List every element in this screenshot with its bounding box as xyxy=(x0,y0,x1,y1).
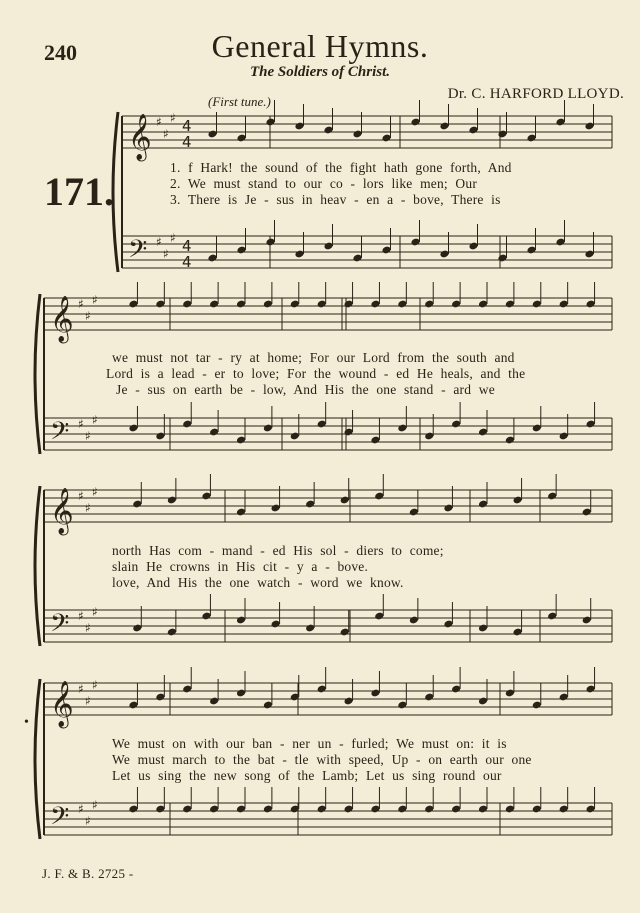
hymn-subtitle: The Soldiers of Christ. xyxy=(249,64,391,80)
system-1-treble-clef-icon: 𝄞 xyxy=(128,114,152,160)
system-2-bass-clef-icon: 𝄢 xyxy=(50,417,70,452)
lyric-s1-v3: 3. There is Je - sus in heav - en a - bove, There is xyxy=(170,192,501,207)
system-1-bass-clef-icon: 𝄢 xyxy=(128,235,148,270)
lyric-s2-v1: we must not tar - ry at home; For our Lord from the south and xyxy=(112,350,515,365)
system-1-treble-sharp-icon: ♯ xyxy=(170,111,176,125)
lyric-s2-v2: Lord is a lead - er to love; For the wound - ed He heals, and the xyxy=(106,366,526,381)
system-1-bass-sharp-icon: ♯ xyxy=(170,231,176,245)
system-2-treble-sharp-icon: ♯ xyxy=(92,293,98,307)
composer-credit: Dr. C. HARFORD LLOYD. xyxy=(447,86,624,102)
system-3-treble-clef-icon: 𝄞 xyxy=(50,488,74,534)
system-1-bass-sharp-icon: ♯ xyxy=(156,235,162,249)
hymn-number: 171. xyxy=(44,169,114,214)
system-3-treble-sharp-icon: ♯ xyxy=(85,501,91,515)
system-3-brace xyxy=(35,486,40,646)
publisher-mark: J. F. & B. 2725 - xyxy=(42,866,134,881)
system-4-treble-sharp-icon: ♯ xyxy=(78,682,84,696)
system-2-treble-sharp-icon: ♯ xyxy=(85,309,91,323)
system-2-bass-sharp-icon: ♯ xyxy=(78,417,84,431)
system-3-bass-sharp-icon: ♯ xyxy=(78,609,84,623)
lyric-s1-v1: 1. f Hark! the sound of the fight hath gone forth, And xyxy=(170,160,512,175)
time-sig-icon: 4 xyxy=(182,237,192,255)
system-4-treble-sharp-icon: ♯ xyxy=(85,694,91,708)
system-2-brace xyxy=(35,294,40,454)
lyric-s4-v2: We must march to the bat - tle with speed, Up - on earth our one xyxy=(112,752,532,767)
system-4-bass-sharp-icon: ♯ xyxy=(78,802,84,816)
system-3-bass-sharp-icon: ♯ xyxy=(92,605,98,619)
system-3-bass-clef-icon: 𝄢 xyxy=(50,609,70,644)
lyric-s1-v2: 2. We must stand to our co - lors like men; Our xyxy=(170,176,478,191)
lyric-s3-v2: slain He crowns in His cit - y a - bove. xyxy=(112,559,369,574)
system-2-treble-clef-icon: 𝄞 xyxy=(50,296,74,342)
system-2-bass-sharp-icon: ♯ xyxy=(92,413,98,427)
system-3-bass-sharp-icon: ♯ xyxy=(85,621,91,635)
system-4-treble-clef-icon: 𝄞 xyxy=(50,681,74,727)
system-4-bass-sharp-icon: ♯ xyxy=(92,798,98,812)
time-sig-icon: 4 xyxy=(182,253,192,271)
system-4-bass-sharp-icon: ♯ xyxy=(85,814,91,828)
system-1-bass-sharp-icon: ♯ xyxy=(163,247,169,261)
time-sig-icon: 4 xyxy=(182,133,192,151)
page-number: 240 xyxy=(44,40,77,65)
margin-dot-icon: • xyxy=(24,715,29,730)
system-3-treble-sharp-icon: ♯ xyxy=(78,489,84,503)
system-1-brace xyxy=(113,112,118,272)
lyric-s4-v1: We must on with our ban - ner un - furled; We must on: it is xyxy=(112,736,507,751)
system-1-treble-sharp-icon: ♯ xyxy=(156,115,162,129)
lyric-s4-v3: Let us sing the new song of the Lamb; Let us sing round our xyxy=(112,768,502,783)
system-4-brace xyxy=(35,679,40,839)
tune-label: (First tune.) xyxy=(208,94,271,109)
system-2-treble-sharp-icon: ♯ xyxy=(78,297,84,311)
time-sig-icon: 4 xyxy=(182,117,192,135)
system-3-treble-sharp-icon: ♯ xyxy=(92,485,98,499)
page-title: General Hymns. xyxy=(211,28,429,64)
system-2-bass-sharp-icon: ♯ xyxy=(85,429,91,443)
lyric-s3-v3: love, And His the one watch - word we know. xyxy=(112,575,404,590)
lyric-s2-v3: Je - sus on earth be - low, And His the one stand - ard we xyxy=(116,382,495,397)
lyric-s3-v1: north Has com - mand - ed His sol - diers to come; xyxy=(112,543,444,558)
system-4-bass-clef-icon: 𝄢 xyxy=(50,802,70,837)
system-1-treble-sharp-icon: ♯ xyxy=(163,127,169,141)
system-4-treble-sharp-icon: ♯ xyxy=(92,678,98,692)
